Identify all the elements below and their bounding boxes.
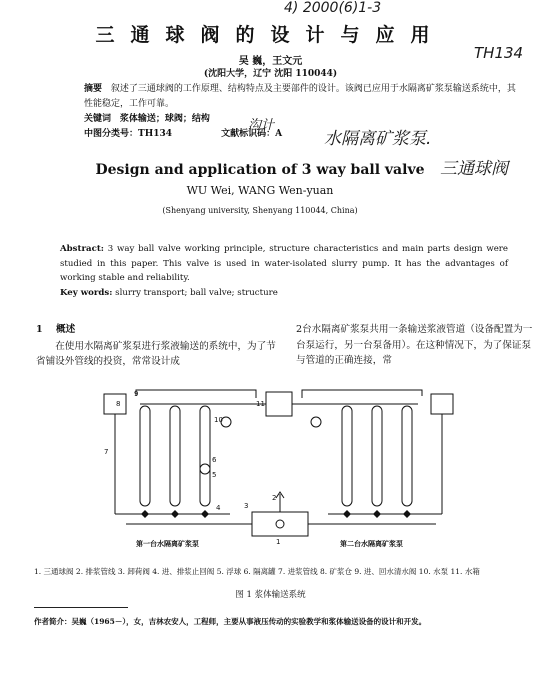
label-7: 7 xyxy=(104,448,109,456)
abstract-label: 摘要 xyxy=(84,84,103,94)
handwritten-doc-note: 沟计 xyxy=(248,118,275,133)
section-heading: 概述 xyxy=(56,324,76,335)
abstract-english xyxy=(60,242,508,300)
affiliation-english: (Shenyang university, Shenyang 110044, China) xyxy=(162,206,358,215)
section1-paragraph-right: 2台水隔离矿浆泵共用一条输送浆液管道（设备配置为一台泵运行，另一台泵备用）。在这种情况下，为了保证泵与管道的正确连接，常 xyxy=(296,324,533,366)
footnote-label: 作者简介： xyxy=(34,617,72,626)
affiliation-chinese: (沈阳大学，辽宁 沈阳 110044) xyxy=(203,69,338,79)
label-3: 3 xyxy=(244,502,249,510)
abstract-english-label: Abstract: xyxy=(60,244,104,254)
authors-english: WU Wei, WANG Wen-yuan xyxy=(186,184,334,197)
footnote-rule xyxy=(34,607,128,608)
label-10: 10 xyxy=(214,416,223,424)
left-pump-group-label: 第一台水隔离矿浆泵 xyxy=(136,540,199,548)
keywords-label: 关键词 xyxy=(84,114,112,124)
section1-right-column xyxy=(296,322,534,369)
isolation-tank-3 xyxy=(200,406,210,506)
title-english: Design and application of 3 way ball valve xyxy=(95,162,425,178)
three-way-ball-valve-box xyxy=(252,512,308,536)
isolation-tank-1 xyxy=(140,406,150,506)
abstract-english-text: 3 way ball valve working principle, structure characteristics and main parts design were studied in this paper. This valve is used in water-isolated slurry pump. It has the advantages of working stable and reliability. xyxy=(60,244,509,283)
label-2: 2 xyxy=(272,494,277,502)
slurry-tank-right xyxy=(431,394,453,414)
figure-caption: 图 1 浆体输送系统 xyxy=(235,590,306,600)
slurry-system-figure xyxy=(96,384,476,564)
section1-left-column xyxy=(36,322,284,370)
float-ball xyxy=(200,464,210,474)
doc-code-value: A xyxy=(275,129,283,139)
isolation-tank-4 xyxy=(342,406,352,506)
handwritten-class-code: TH134 xyxy=(474,44,524,62)
clc-label: 中图分类号： xyxy=(84,129,139,139)
abstract-chinese xyxy=(84,82,524,142)
title-chinese: 三通球阀的设计与应用 xyxy=(95,24,446,46)
doc-code-label: 文献标识码： xyxy=(221,129,276,139)
isolation-tank-6 xyxy=(402,406,412,506)
label-11: 11 xyxy=(256,400,265,408)
isolation-tank-2 xyxy=(170,406,180,506)
isolation-tank-5 xyxy=(372,406,382,506)
label-1: 1 xyxy=(276,538,281,546)
right-pump-group-label: 第二台水隔离矿浆泵 xyxy=(340,540,403,548)
authors-chinese: 吴 巍，王文元 xyxy=(238,56,303,67)
water-pump-right xyxy=(311,417,321,427)
handwritten-reference: 4) 2000(6)1-3 xyxy=(284,0,382,16)
clc-value: TH134 xyxy=(138,129,173,139)
keywords-english-label: Key words: xyxy=(60,287,113,298)
label-6: 6 xyxy=(212,456,217,464)
section1-paragraph-left: 在使用水隔离矿浆泵进行浆液输送的系统中，为了节省铺设外管线的投资，常常设计成 xyxy=(36,340,276,367)
slurry-tank-left xyxy=(104,394,126,414)
handwritten-title-note: 三通球阀 xyxy=(440,159,508,179)
label-9: 9 xyxy=(134,390,139,398)
label-4: 4 xyxy=(216,504,221,512)
author-footnote xyxy=(34,616,534,627)
label-5: 5 xyxy=(212,471,217,479)
abstract-text: 叙述了三通球阀的工作原理、结构特点及主要部件的设计。该阀已应用于水隔离矿浆泵输送系统中，其性能稳定，工作可靠。 xyxy=(84,84,516,109)
keywords-text: 浆体输送；球阀；结构 xyxy=(119,114,210,124)
water-tank xyxy=(266,392,292,416)
footnote-text: 吴巍（1965－），女，吉林农安人，工程师，主要从事液压传动的实验教学和浆体输送设备的设计和开发。 xyxy=(71,617,427,626)
handwritten-keyword-note: 水隔离矿浆泵. xyxy=(324,129,432,149)
label-8: 8 xyxy=(116,400,121,408)
section-number: 1 xyxy=(36,324,43,335)
figure-legend: 1. 三通球阀 2. 排浆管线 3. 卸荷阀 4. 进、排浆止回阀 5. 浮球 6. 隔离罐 7. 进浆管线 8. 矿浆仓 9. 进、回水清水阀 10. 水泵 11. 水箱 xyxy=(34,567,480,576)
keywords-english-text: slurry transport; ball valve; structure xyxy=(115,287,278,298)
